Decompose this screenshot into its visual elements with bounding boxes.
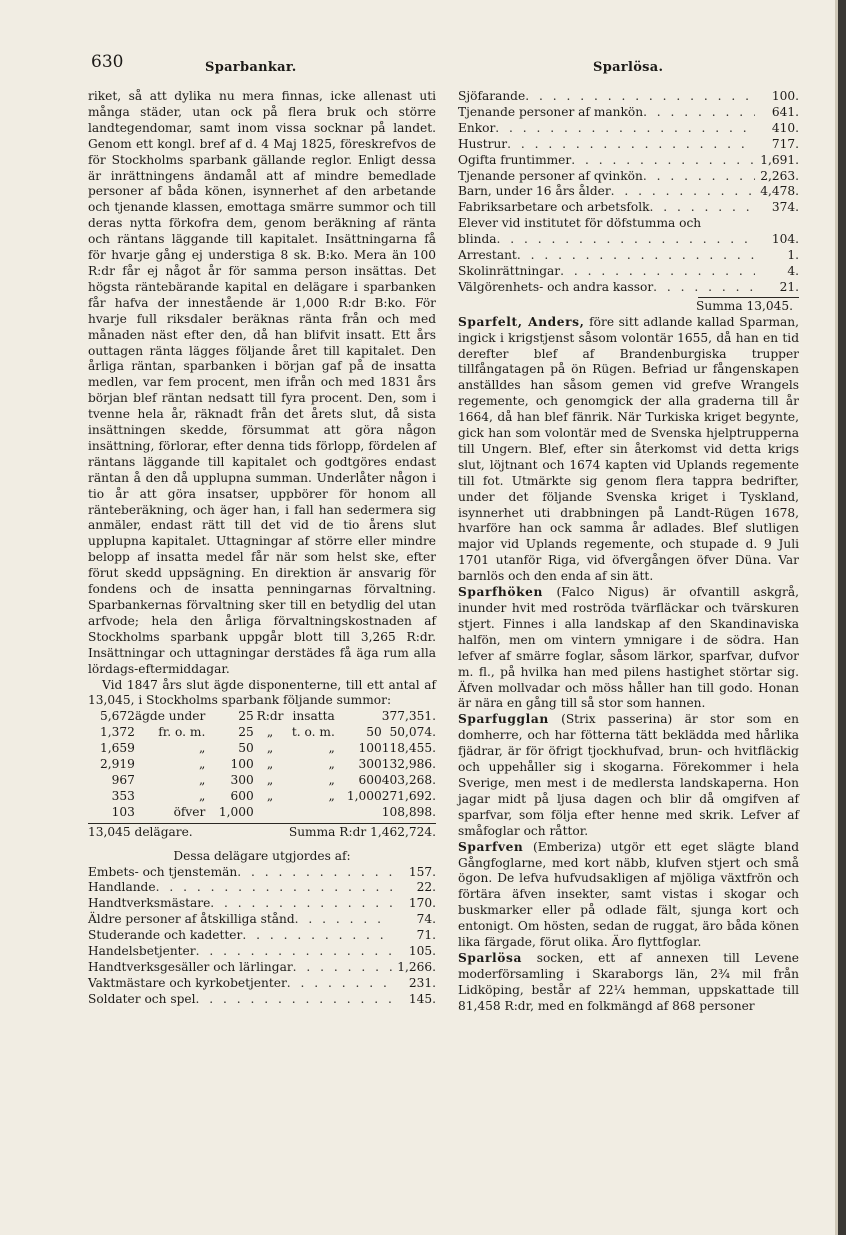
distribution-row <box>88 725 436 741</box>
occupation-count: 1,691. <box>760 152 799 167</box>
occupation-label: Sjöfarande <box>458 89 526 103</box>
occupation-row <box>88 912 436 928</box>
occupation-count: 410. <box>771 120 799 135</box>
distribution-cell-rdr: „ <box>266 725 274 740</box>
distribution-cell-count: 103 <box>111 804 135 819</box>
leader-dots <box>295 912 392 928</box>
occupation-label: Studerande och kadetter <box>88 928 243 943</box>
occupation-row <box>458 248 799 264</box>
distribution-cell-to <box>286 805 335 821</box>
entry-text: socken, ett af annexen till Levene moderförsamling i Skaraborgs län, 2¾ mil från Lidköping, består af 22¼ hemman, uppskattade till 81,458 R:dr, med en folkmängd af 868 personer <box>458 950 800 1013</box>
leader-dots <box>560 264 755 280</box>
distribution-cell-rdr: „ <box>266 772 274 787</box>
occupation-label: Äldre personer af åtskilliga stånd <box>88 912 295 927</box>
dictionary-entry <box>458 840 799 951</box>
distribution-cell-to: insatta <box>292 709 335 724</box>
leader-dots <box>287 976 392 992</box>
distribution-row <box>88 773 436 789</box>
occupation-count: 22. <box>416 880 436 895</box>
occupation-row <box>88 880 436 896</box>
occupation-label: blinda <box>458 232 497 247</box>
running-head-left: Sparbankar. <box>205 60 297 75</box>
occupation-row <box>458 169 799 185</box>
leader-dots <box>156 880 392 896</box>
occupation-count: 157. <box>408 864 436 879</box>
distribution-cell-sum: 132,986. <box>381 757 436 772</box>
distribution-cell-sum: 403,268. <box>381 772 436 787</box>
occupation-row <box>88 896 436 912</box>
occupation-row <box>458 184 799 200</box>
occupation-row <box>458 105 799 121</box>
sparbank-paragraph: riket, så att dylika nu mera finnas, icke allenast uti många städer, utan ock på flera bruk och större landtegendomar, samt inom vissa socknar på landet. Genom ett kongl. bref af d. 4 Maj 1825, föreskrefvos de för Stockholms sparbank gällande reglor. Enligt dessa är inrättningens ändamål att af mindre bemedlade personer af båda könen, isynnerhet af den arbetande och tjenande klassen, emottaga smärre summor och till deras nytta förkofra dem, genom beräkning af ränta och räntans läggande till kapitalet. Insättningarna få för hvarje gång ej understiga 8 sk. B:ko. Mera än 100 R:dr får ej något år för samma person insättas. Det högsta räntebärande kapital en delägare i sparbanken får hafva der innestående är 1,000 R:dr B:ko. För hvarje full riksdaler beräknas ränta från och med månaden näst efter den, då han blifvit insatt. Ett års outtagen ränta lägges följande året till kapitalet. Den årliga räntan, sparbanken i början gaf på de insatta medlen, var fem procent, men ifrån och med 1831 års början blef räntan nedsatt till fyra procent. Den, som i tvenne hela år, räknadt från det årets slut, då sista insättningen skedde, försummat att göra någon insättning, förlorar, efter denna tids förlopp, fördelen af räntans läggande till kapitalet och godtgöres endast räntan å den då upplupna summan. Underlåter någon i tio år att göra insatser, uppbörer för honom all ränteberäkning, och äger han, i fall han sedermera sig anmäler, endast rätt till det vid de tio årens slut upplupna kapitalet. Uttagningar af större eller mindre belopp af insatta medel får när som helst ske, efter förut skedd uppsägning. En direktion är ansvarig för fondens och de insatta penningarnas förvaltning. Sparbankernas förvaltning sker till en betydlig del utan arfvode; hela den årliga förvaltningskostnaden af Stockholms sparbank uppgår blott till 3,265 R:dr. Insättningar och uttagningar derstädes få äga rum alla lördags-eftermiddagar. <box>88 89 436 676</box>
page-number: 630 <box>91 52 124 72</box>
occupation-count: 74. <box>416 912 436 927</box>
occupation-label: Vaktmästare och kyrkobetjenter <box>88 975 287 990</box>
distribution-cell-from: öfver <box>173 804 206 819</box>
entry-headword: Sparfelt, Anders, <box>458 314 585 329</box>
sum-rule <box>698 297 799 298</box>
entry-text: (Strix passerina) är stor som en domherre, och har fötterna tätt beklädda med hårlika fjädrar, är för öfrigt tjockhufvad, brun- och hvitfläckig och uppehåller sig i skogarna. Förekommer i hela Sverige, men mest i de medlersta landskaperna. Hon jagar midt på ljusa dagen och blir då omgifven af sparfvar, som följa efter henne med skrik. Lefver af småfoglar och råttor. <box>458 712 799 838</box>
distribution-total-right: Summa R:dr 1,462,724. <box>288 824 436 839</box>
occupation-count: 4,478. <box>760 184 799 199</box>
running-head-right: Sparlösa. <box>593 60 664 75</box>
occupation-label: Embets- och tjenstemän <box>88 864 238 879</box>
distribution-cell-to: t. o. m. <box>291 725 335 740</box>
occupation-count: 1,266. <box>397 959 436 974</box>
distribution-cell-from: „ <box>199 772 206 787</box>
distribution-row <box>88 757 436 773</box>
distribution-cell-upper: 1,000 <box>346 788 382 803</box>
distribution-total-left: 13,045 delägare. <box>88 824 193 839</box>
distribution-cell-count: 1,659 <box>99 741 135 756</box>
occupation-count: 2,263. <box>760 168 799 183</box>
leader-dots <box>242 928 392 944</box>
leader-dots <box>643 169 755 185</box>
entry-headword: Sparfugglan <box>458 712 549 727</box>
occupation-list-right <box>458 89 799 216</box>
distribution-cell-lower: 1,000 <box>218 804 254 819</box>
distribution-cell-sum: 377,351. <box>381 709 436 724</box>
distribution-cell-count: 2,919 <box>99 757 135 772</box>
occupation-label: Skolinrättningar <box>458 263 561 278</box>
occupation-row <box>88 960 436 976</box>
distribution-cell-upper: 300 <box>358 757 382 772</box>
distribution-cell-count: 5,672 <box>99 709 135 724</box>
occupations-sum: Summa 13,045. <box>696 298 793 313</box>
occupation-row <box>88 976 436 992</box>
occupation-row <box>88 992 436 1008</box>
occupation-count: 105. <box>408 944 436 959</box>
dictionary-entry <box>458 712 799 839</box>
occupation-row <box>458 153 799 169</box>
distribution-row <box>88 709 436 725</box>
distribution-cell-upper: 50 <box>366 725 382 740</box>
distribution-cell-rdr <box>254 805 287 821</box>
occupation-label: Välgörenhets- och andra kassor <box>458 279 654 294</box>
occupation-list-left <box>88 865 436 1008</box>
distribution-cell-upper: 600 <box>358 772 382 787</box>
occupation-row <box>458 232 799 248</box>
distribution-cell-sum: 50,074. <box>389 725 436 740</box>
distribution-cell-rdr: R:dr <box>256 709 284 724</box>
occupation-row <box>458 280 799 296</box>
table-rule <box>88 823 436 824</box>
distribution-cell-from: „ <box>199 757 206 772</box>
entry-text: (Falco Nigus) är ofvantill askgrå, inunder hvit med roströda tvärfläckar och tvärskuren stjert. Finnes i alla landskap af den Skandinaviska halfön, men om vintern ymnigare i de södra. Han lefver af smärre foglar, såsom lärkor, sparfvar, dufvor m. fl., på hvilka han med pilens hastighet störtar sig. Äfven mollvadar och möss håller han till godo. Honan är nära en gång till så stor som hannen. <box>458 585 800 711</box>
occupation-row <box>88 865 436 881</box>
distribution-cell-rdr: „ <box>266 757 274 772</box>
occupation-label: Ogifta fruntimmer <box>458 152 572 167</box>
leader-dots <box>497 232 755 248</box>
distribution-cell-sum: 271,692. <box>381 788 436 803</box>
distribution-cell-lower: 100 <box>230 757 254 772</box>
dictionary-entry <box>458 585 799 712</box>
entry-text: (Emberiza) utgör ett eget slägte bland Gångfoglarne, med kort näbb, klufven stjert och små ögon. De lefva hufvudsakligen af mjöliga växtfrön och förtära äfven insekter, samt vistas i skogar och buskmarker eller på odlade fält, sjunga kort och entonigt. Om hösten, sedan de ruggat, äro båda könen lika färgade, förut olika. Äro flyttfoglar. <box>458 839 799 950</box>
leader-dots <box>495 121 755 137</box>
leader-dots <box>517 248 755 264</box>
leader-dots <box>525 89 755 105</box>
occupation-count: 145. <box>408 991 436 1006</box>
leader-dots <box>653 280 755 296</box>
occupation-row <box>458 121 799 137</box>
occupation-label: Handelsbetjenter <box>88 944 196 959</box>
occupation-label: Soldater och spel <box>88 991 196 1006</box>
occupation-count: 231. <box>408 975 436 990</box>
distribution-cell-to: „ <box>328 757 335 772</box>
entry-headword: Sparfhöken <box>458 585 543 600</box>
distribution-cell-count: 353 <box>111 788 135 803</box>
occupation-label: Arrestant <box>458 248 517 263</box>
leader-dots <box>643 105 755 121</box>
occupation-count: 104. <box>771 232 799 247</box>
occupation-label: Handtverksmästare <box>88 896 211 911</box>
distribution-row <box>88 805 436 821</box>
distribution-cell-rdr: „ <box>266 741 274 756</box>
distribution-cell-lower: 600 <box>230 788 254 803</box>
distribution-cell-upper: 100 <box>358 741 382 756</box>
distribution-cell-lower: 25 <box>238 709 254 724</box>
occupation-label: Tjenande personer af mankön <box>458 104 644 119</box>
occupation-row <box>88 928 436 944</box>
occupation-count: 1. <box>787 248 799 263</box>
distribution-cell-lower: 25 <box>238 725 254 740</box>
page-gutter <box>835 0 838 1235</box>
distribution-cell-to: „ <box>328 741 335 756</box>
left-column <box>88 89 436 1008</box>
leader-dots <box>650 200 755 216</box>
occupation-elever-line: Elever vid institutet för döfstumma och <box>458 216 702 231</box>
distribution-cell-sum: 118,455. <box>381 741 436 756</box>
distribution-cell-rdr: „ <box>266 788 274 803</box>
occupation-label: Handtverksgesäller och lärlingar <box>88 959 293 974</box>
occupation-count: 641. <box>771 104 799 119</box>
entry-headword: Sparfven <box>458 839 524 854</box>
distribution-cell-count: 967 <box>111 772 135 787</box>
occupation-count: 170. <box>408 896 436 911</box>
occupation-label: Fabriksarbetare och arbetsfolk <box>458 200 650 215</box>
distribution-cell-upper <box>335 709 382 725</box>
occupation-count: 4. <box>787 263 799 278</box>
leader-dots <box>237 865 392 881</box>
occupation-heading: Dessa delägare utgjordes af: <box>173 848 351 863</box>
distribution-cell-to: „ <box>328 772 335 787</box>
book-spine-edge <box>838 0 846 1235</box>
occupation-row <box>458 89 799 105</box>
occupation-label: Handlande <box>88 880 156 895</box>
occupation-row <box>88 944 436 960</box>
occupation-label: Hustrur <box>458 136 508 151</box>
distribution-cell-sum: 108,898. <box>381 804 436 819</box>
occupation-count: 374. <box>771 200 799 215</box>
leader-dots <box>571 153 755 169</box>
distribution-total-row <box>88 825 436 841</box>
occupation-row <box>458 200 799 216</box>
distribution-cell-from: ägde under <box>134 709 206 724</box>
occupation-label: Enkor <box>458 120 496 135</box>
occupation-label: Barn, under 16 års ålder <box>458 184 611 199</box>
occupation-count: 100. <box>771 89 799 103</box>
occupation-label: Tjenande personer af qvinkön <box>458 168 643 183</box>
distribution-cell-count: 1,372 <box>99 725 135 740</box>
entry-headword: Sparlösa <box>458 950 522 965</box>
dictionary-entry <box>458 315 799 585</box>
occupation-row <box>458 137 799 153</box>
occupation-count: 71. <box>416 928 436 943</box>
occupation-list-right-continued <box>458 232 799 296</box>
leader-dots <box>507 137 755 153</box>
leader-dots <box>196 992 392 1008</box>
occupation-count: 21. <box>779 279 799 294</box>
leader-dots <box>611 184 755 200</box>
distribution-cell-lower: 300 <box>230 772 254 787</box>
entry-text: före sitt adlande kallad Sparman, ingick i krigstjenst såsom volontär 1655, då han en tid derefter blef af Brandenburgiska trupper tillfångatagen på ön Rügen. Befriad ur fångenskapen anställdes han såsom gemen vid grefve Wrangels regemente, och genomgick der alla graderna till år 1664, då han blef fänrik. När Turkiska kriget begynte, gick han som volontär med de Svenska hjelptrupperna till Ungern. Blef, efter sin återkomst vid detta krigs slut, löjtnant och 1674 kapten vid Uplands regemente till fot. Utmärkte sig genom flera tappra bedrifter, under det följande Svenska kriget i Tyskland, isynnerhet uti drabbningen på Landt-Rügen 1678, hvarföre han ock samma år adlades. Blef slutligen major vid Uplands regemente, och stupade d. 9 Juli 1701 utanför Riga, vid öfvergången öfver Düna. Var barnlös och den enda af sin ätt. <box>458 314 799 584</box>
occupation-count: 717. <box>771 136 799 151</box>
leader-dots <box>196 944 392 960</box>
distribution-cell-from: „ <box>199 788 206 803</box>
leader-dots <box>293 960 392 976</box>
leader-dots <box>210 896 392 912</box>
distribution-cell-to: „ <box>328 788 335 803</box>
distribution-cell-upper <box>335 805 382 821</box>
right-column <box>458 89 799 1015</box>
distribution-cell-from: fr. o. m. <box>158 725 206 740</box>
sparbank-1847-paragraph: Vid 1847 års slut ägde disponenterne, till ett antal af 13,045, i Stockholms sparbank följande summor: <box>88 677 436 708</box>
distribution-row <box>88 789 436 805</box>
distribution-row <box>88 741 436 757</box>
dictionary-entry <box>458 951 799 1015</box>
deposit-distribution-table <box>88 709 436 820</box>
distribution-cell-lower: 50 <box>238 741 254 756</box>
dictionary-entries <box>458 315 799 1015</box>
distribution-cell-from: „ <box>199 741 206 756</box>
occupation-row <box>458 264 799 280</box>
